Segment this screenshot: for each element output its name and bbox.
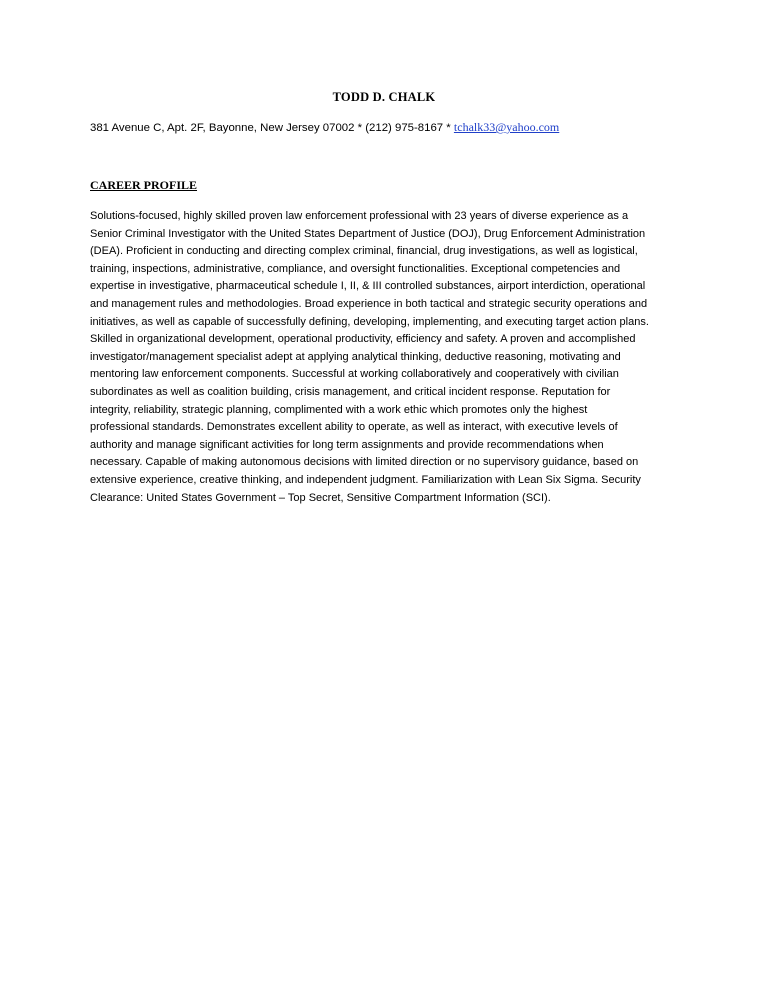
profile-line: and management rules and methodologies. Broad experience in both tactical and strategic security operations and (90, 297, 648, 310)
profile-line: necessary. Capable of making autonomous decisions with limited direction or no supervisory guidance, based on (90, 456, 639, 469)
career-profile-heading: CAREER PROFILE (90, 178, 198, 192)
profile-line: integrity, reliability, strategic planning, complimented with a work ethic which promotes only the highest (90, 403, 588, 416)
profile-line: Skilled in organizational development, operational productivity, efficiency and safety. A proven and accomplished (90, 333, 636, 346)
profile-line: authority and manage significant activities for long term assignments and provide recommendations when (90, 438, 604, 451)
profile-line: Clearance: United States Government – Top Secret, Sensitive Compartment Information (SCI). (90, 491, 551, 504)
profile-line: training, inspections, administrative, compliance, and oversight functionalities. Exceptional competencies and (90, 262, 621, 275)
profile-line: subordinates as well as coalition building, crisis management, and critical incident response. Reputation for (90, 385, 611, 398)
profile-line: mentoring law enforcement components. Successful at working collaboratively and cooperatively with civilian (90, 368, 619, 381)
profile-line: extensive experience, creative thinking, and independent judgment. Familiarization with Lean Six Sigma. Security (90, 473, 641, 486)
contact-line (90, 120, 690, 135)
email-link[interactable]: tchalk33@yahoo.com (453, 120, 560, 134)
profile-line: Solutions-focused, highly skilled proven law enforcement professional with 23 years of diverse experience as a (90, 210, 629, 222)
profile-line: Senior Criminal Investigator with the United States Department of Justice (DOJ), Drug Enforcement Administration (90, 227, 646, 240)
career-profile-text (90, 208, 690, 507)
profile-line: investigator/management specialist adept at applying analytical thinking, deductive reasoning, motivating and (90, 350, 621, 363)
candidate-name: TODD D. CHALK (332, 90, 436, 104)
profile-line: (DEA). Proficient in conducting and directing complex criminal, financial, drug investigations, as well as logistical, (90, 245, 638, 258)
profile-line: expertise in investigative, pharmaceutical schedule I, II, & III controlled substances, airport interdiction, operational (90, 280, 646, 293)
profile-line: initiatives, as well as capable of successfully defining, developing, implementing, and executing target action plans. (90, 315, 649, 328)
profile-line: professional standards. Demonstrates excellent ability to operate, as well as interact, with executive levels of (90, 421, 618, 434)
contact-address-phone: 381 Avenue C, Apt. 2F, Bayonne, New Jersey 07002 * (212) 975-8167 * (90, 122, 454, 134)
